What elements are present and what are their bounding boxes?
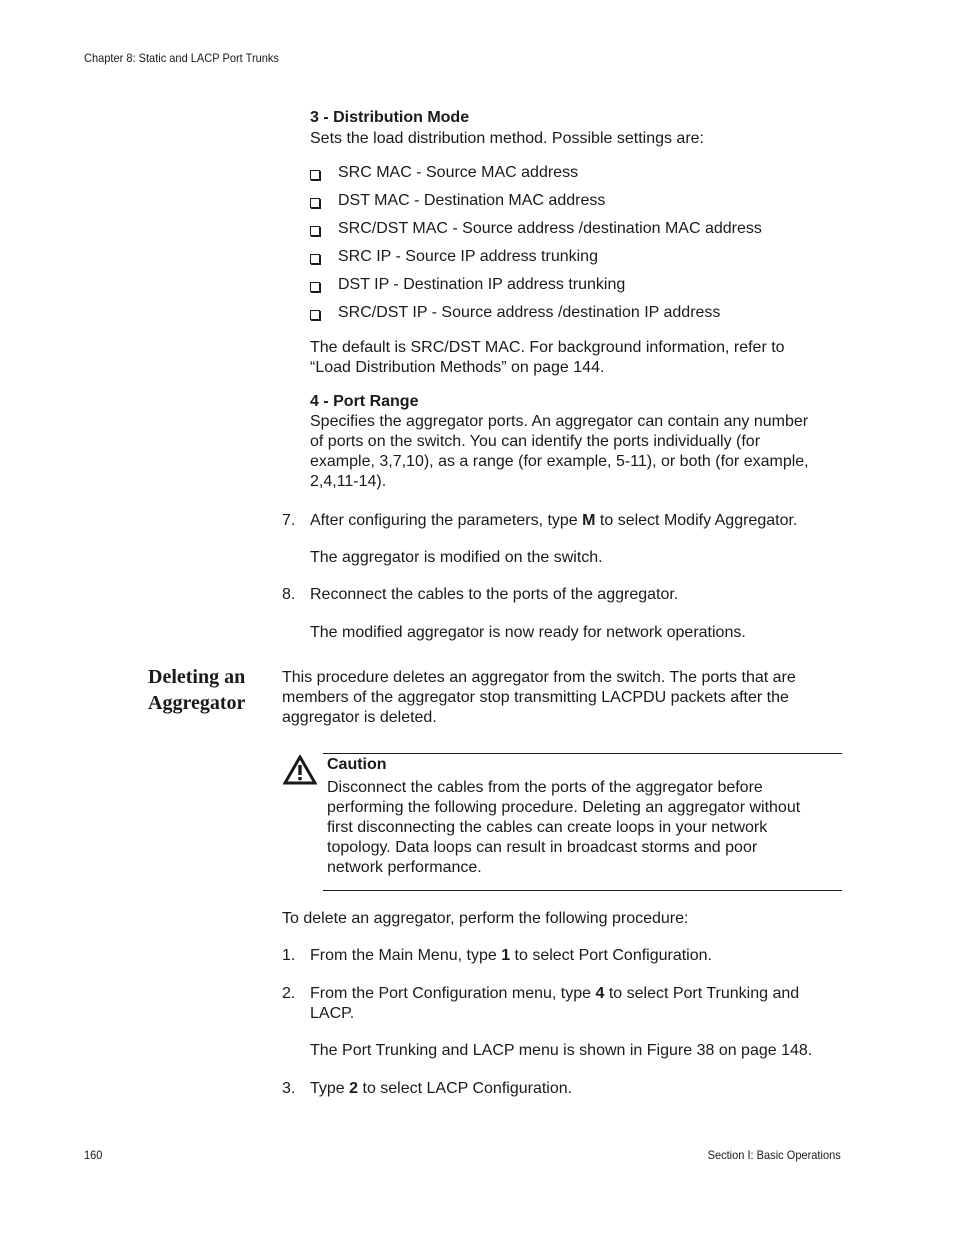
step-1-text: From the Main Menu, type 1 to select Port Configuration.	[310, 947, 712, 964]
list-item: SRC IP - Source IP address trunking	[310, 247, 762, 275]
step-number: 2.	[282, 985, 296, 1002]
port-range-heading: 4 - Port Range	[310, 393, 419, 410]
key-name: 4	[595, 985, 605, 1002]
section-heading: Deleting an Aggregator	[148, 666, 246, 714]
list-item: DST IP - Destination IP address trunking	[310, 275, 762, 303]
checkbox-bullet-icon	[310, 198, 320, 208]
key-name: 1	[501, 947, 511, 964]
distribution-default-note: The default is SRC/DST MAC. For background information, refer to “Load Distribution Methods” on page 144.	[310, 339, 785, 376]
step-7-text: After configuring the parameters, type M to select Modify Aggregator.	[310, 512, 798, 529]
distribution-options-list	[310, 163, 762, 331]
step-2-result: The Port Trunking and LACP menu is shown in Figure 38 on page 148.	[310, 1042, 813, 1059]
running-footer: Section I: Basic Operations	[707, 1148, 841, 1162]
checkbox-bullet-icon	[310, 170, 320, 180]
step-number: 1.	[282, 947, 296, 964]
step-number: 8.	[282, 586, 296, 603]
key-name: 2	[349, 1080, 359, 1097]
step-number: 3.	[282, 1080, 296, 1097]
list-item: SRC MAC - Source MAC address	[310, 163, 762, 191]
deleting-intro: This procedure deletes an aggregator from the switch. The ports that are members of the aggregator stop transmitting LACPDU packets after the aggregator is deleted.	[282, 669, 796, 726]
step-number: 7.	[282, 512, 296, 529]
page-number: 160	[84, 1148, 103, 1162]
checkbox-bullet-icon	[310, 226, 320, 236]
list-item: DST MAC - Destination MAC address	[310, 191, 762, 219]
step-2-text: From the Port Configuration menu, type 4 to select Port Trunking and LACP.	[310, 985, 800, 1022]
step-7-result: The aggregator is modified on the switch.	[310, 549, 603, 566]
checkbox-bullet-icon	[310, 310, 320, 320]
list-item: SRC/DST MAC - Source address /destination MAC address	[310, 219, 762, 247]
step-3-text: Type 2 to select LACP Configuration.	[310, 1080, 573, 1097]
list-item: SRC/DST IP - Source address /destination IP address	[310, 303, 762, 331]
port-range-description: Specifies the aggregator ports. An aggregator can contain any number of ports on the switch. You can identify the ports individually (for example, 3,7,10), as a range (for example, 5-11), or both (for example, 2,4,11-14).	[310, 413, 809, 490]
key-name: M	[582, 512, 596, 529]
checkbox-bullet-icon	[310, 282, 320, 292]
caution-text: Disconnect the cables from the ports of the aggregator before performing the following procedure. Deleting an aggregator without first disconnecting the cables can create loops in your network topology. Data loops can result in broadcast storms and poor network performance.	[327, 779, 801, 876]
procedure-intro: To delete an aggregator, perform the following procedure:	[282, 910, 689, 927]
step-8-text: Reconnect the cables to the ports of the aggregator.	[310, 586, 679, 603]
running-header: Chapter 8: Static and LACP Port Trunks	[84, 51, 279, 65]
warning-triangle-icon	[283, 755, 317, 785]
checkbox-bullet-icon	[310, 254, 320, 264]
step-8-result: The modified aggregator is now ready for network operations.	[310, 624, 746, 641]
distribution-mode-heading: 3 - Distribution Mode	[310, 109, 470, 126]
distribution-mode-intro: Sets the load distribution method. Possible settings are:	[310, 130, 704, 147]
caution-title: Caution	[327, 756, 387, 773]
